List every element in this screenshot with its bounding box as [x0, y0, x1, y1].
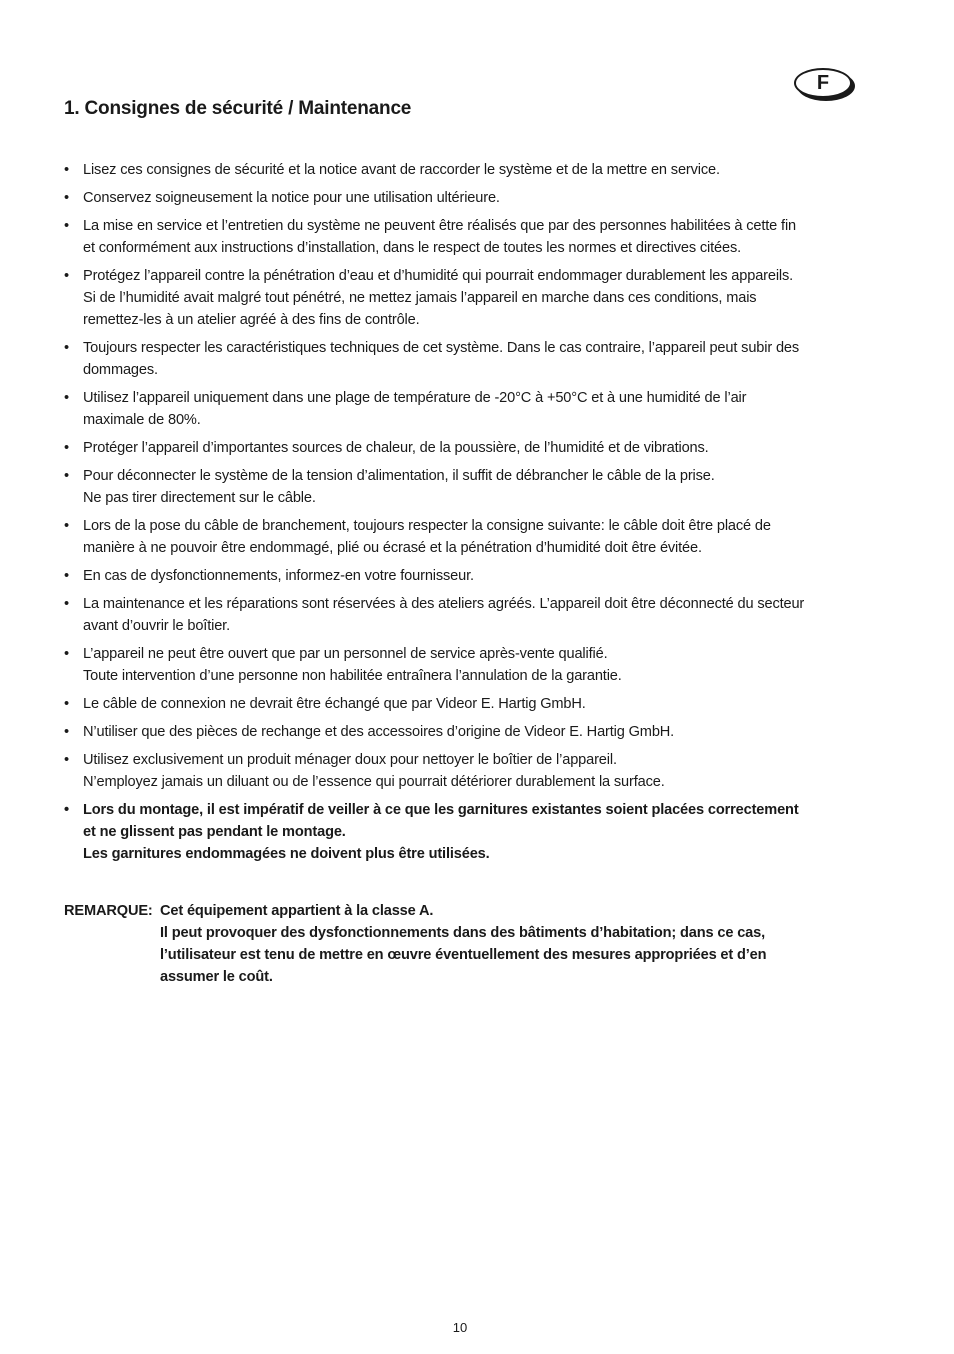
- list-item-line: Lors du montage, il est impératif de veiller à ce que les garnitures existantes soient placées correctement: [83, 802, 799, 818]
- list-item-line: La maintenance et les réparations sont réservées à des ateliers agréés. L’appareil doit être déconnecté du secteur: [83, 596, 805, 612]
- bullet-icon: •: [64, 390, 69, 406]
- list-item-line: Lors de la pose du câble de branchement, toujours respecter la consigne suivante: le câble doit être placé de: [83, 518, 771, 534]
- remark-line: l’utilisateur est tenu de mettre en œuvre éventuellement des mesures appropriées et d’en: [160, 947, 767, 963]
- bullet-icon: •: [64, 752, 69, 768]
- list-item-line: La mise en service et l’entretien du système ne peuvent être réalisés que par des personnes habilitées à cette fin: [83, 218, 797, 234]
- list-item-line: Le câble de connexion ne devrait être échangé que par Videor E. Hartig GmbH.: [83, 696, 586, 712]
- bullet-icon: •: [64, 518, 69, 534]
- list-item: [64, 337, 864, 381]
- bullet-icon: •: [64, 468, 69, 484]
- list-item: [64, 515, 864, 559]
- list-item: [64, 387, 864, 431]
- bullet-icon: •: [64, 802, 69, 818]
- list-item-line: Ne pas tirer directement sur le câble.: [83, 490, 316, 506]
- list-item: [64, 593, 864, 637]
- list-item-line: dommages.: [83, 362, 158, 378]
- bullet-icon: •: [64, 440, 69, 456]
- remark-label: REMARQUE:: [64, 903, 153, 919]
- list-item-line: Lisez ces consignes de sécurité et la notice avant de raccorder le système et de la mettre en service.: [83, 162, 720, 178]
- list-item: [64, 265, 864, 331]
- list-item-line: Toute intervention d’une personne non habilitée entraînera l’annulation de la garantie.: [83, 668, 622, 684]
- list-item-line: Toujours respecter les caractéristiques techniques de cet système. Dans le cas contraire, l’appareil peut subir des: [83, 340, 800, 356]
- remark-block: [64, 900, 864, 988]
- bullet-icon: •: [64, 162, 69, 178]
- bullet-icon: •: [64, 568, 69, 584]
- list-item-line: Utilisez l’appareil uniquement dans une plage de température de -20°C à +50°C et à une humidité de l’air: [83, 390, 747, 406]
- language-badge: F: [794, 68, 852, 98]
- list-item-line: Protéger l’appareil d’importantes sources de chaleur, de la poussière, de l’humidité et de vibrations.: [83, 440, 709, 456]
- list-item: [64, 721, 864, 743]
- list-item: [64, 465, 864, 509]
- list-item: [64, 693, 864, 715]
- list-item-line: Les garnitures endommagées ne doivent plus être utilisées.: [83, 846, 490, 862]
- list-item-line: L’appareil ne peut être ouvert que par un personnel de service après-vente qualifié.: [83, 646, 608, 662]
- list-item-line: Utilisez exclusivement un produit ménager doux pour nettoyer le boîtier de l’appareil.: [83, 752, 617, 768]
- bullet-icon: •: [64, 646, 69, 662]
- bullet-icon: •: [64, 724, 69, 740]
- bullet-icon: •: [64, 218, 69, 234]
- list-item-line: Conservez soigneusement la notice pour une utilisation ultérieure.: [83, 190, 500, 206]
- list-item: [64, 187, 864, 209]
- remark-line: Il peut provoquer des dysfonctionnements dans des bâtiments d’habitation; dans ce cas,: [160, 925, 766, 941]
- bullet-icon: •: [64, 696, 69, 712]
- safety-instructions-list: [64, 159, 864, 871]
- list-item-line: manière à ne pouvoir être endommagé, plié ou écrasé et la pénétration d’humidité doit être évitée.: [83, 540, 702, 556]
- list-item-line: N’utiliser que des pièces de rechange et des accessoires d’origine de Videor E. Hartig GmbH.: [83, 724, 675, 740]
- list-item: [64, 799, 864, 865]
- list-item-line: et ne glissent pas pendant le montage.: [83, 824, 346, 840]
- list-item-line: Protégez l’appareil contre la pénétration d’eau et d’humidité qui pourrait endommager durablement les appareils.: [83, 268, 794, 284]
- list-item-line: Pour déconnecter le système de la tension d’alimentation, il suffit de débrancher le câble de la prise.: [83, 468, 715, 484]
- list-item-line: avant d’ouvrir le boîtier.: [83, 618, 230, 634]
- section-title: 1. Consignes de sécurité / Maintenance: [64, 98, 412, 119]
- list-item-line: Si de l’humidité avait malgré tout pénétré, ne mettez jamais l’appareil en marche dans ces conditions, mais: [83, 290, 757, 306]
- list-item: [64, 215, 864, 259]
- remark-line: assumer le coût.: [160, 969, 273, 985]
- bullet-icon: •: [64, 268, 69, 284]
- bullet-icon: •: [64, 340, 69, 356]
- bullet-icon: •: [64, 190, 69, 206]
- remark-text: [160, 900, 864, 988]
- list-item: [64, 643, 864, 687]
- list-item-line: En cas de dysfonctionnements, informez-en votre fournisseur.: [83, 568, 474, 584]
- bullet-icon: •: [64, 596, 69, 612]
- remark-line: Cet équipement appartient à la classe A.: [160, 903, 434, 919]
- list-item-line: remettez-les à un atelier agréé à des fins de contrôle.: [83, 312, 420, 328]
- list-item-line: N’employez jamais un diluant ou de l’essence qui pourrait détériorer durablement la surface.: [83, 774, 665, 790]
- page-number: 10: [452, 1320, 468, 1335]
- list-item: [64, 565, 864, 587]
- list-item-line: maximale de 80%.: [83, 412, 201, 428]
- list-item-line: et conformément aux instructions d’installation, dans le respect de toutes les normes et directives citées.: [83, 240, 742, 256]
- list-item: [64, 749, 864, 793]
- list-item: [64, 437, 864, 459]
- list-item: [64, 159, 864, 181]
